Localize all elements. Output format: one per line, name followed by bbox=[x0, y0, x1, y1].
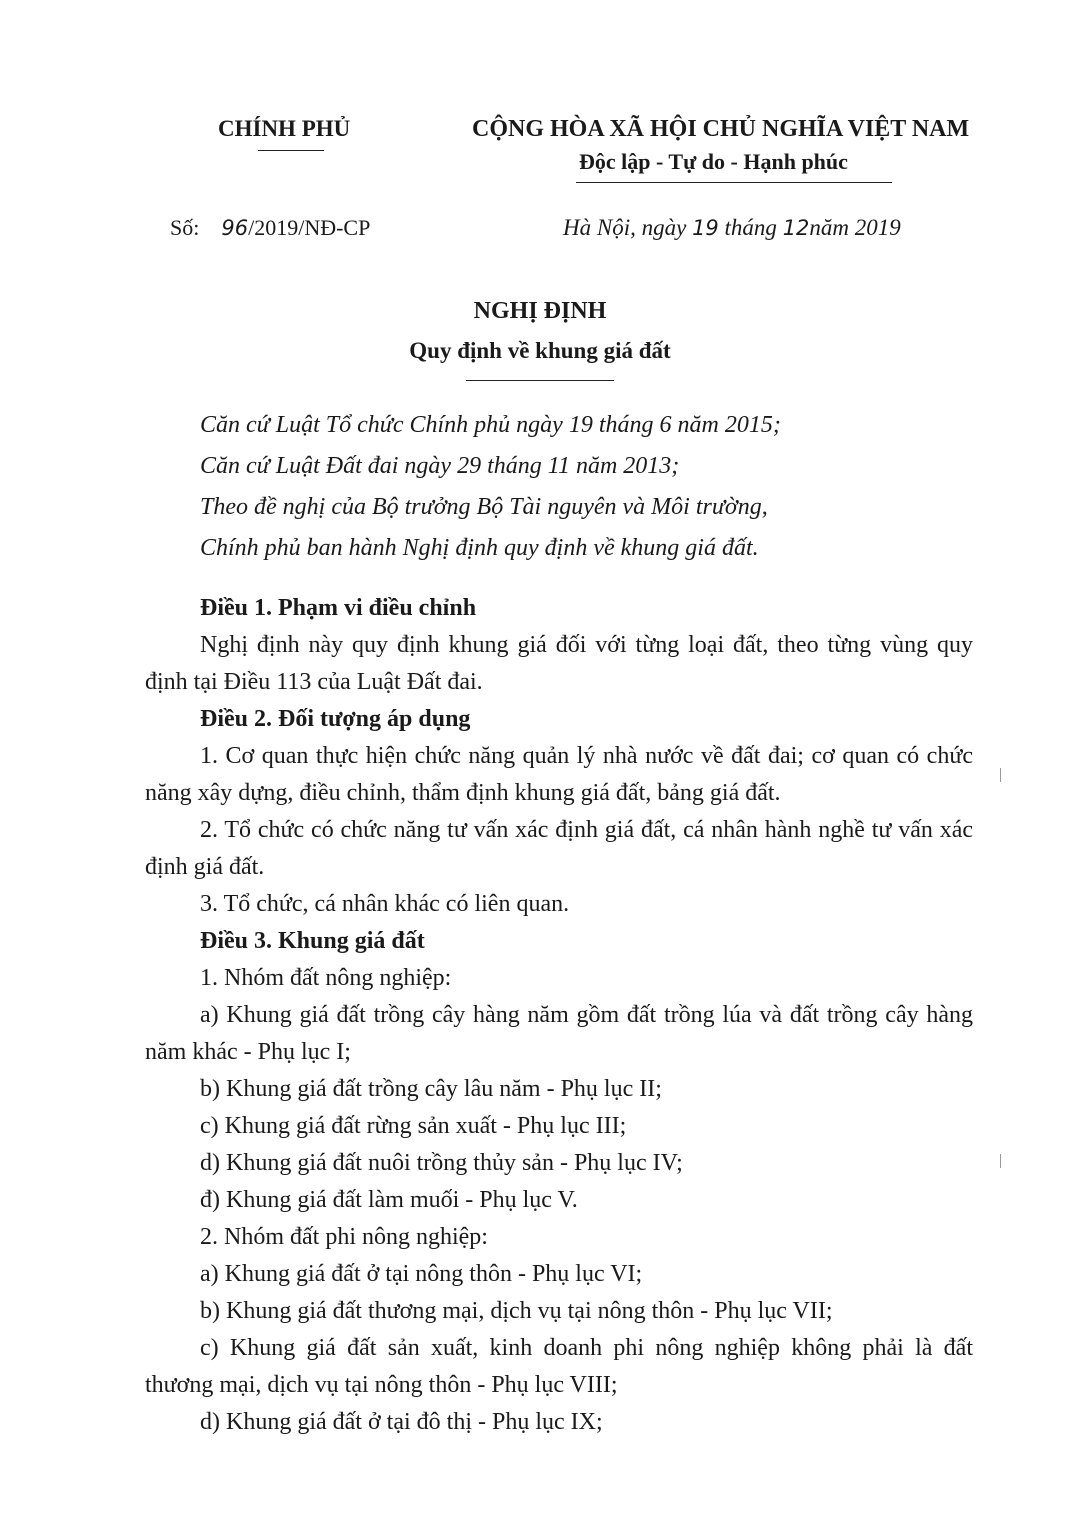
date-day: 19 bbox=[692, 216, 719, 240]
article-paragraph: 2. Nhóm đất phi nông nghiệp: bbox=[200, 1224, 488, 1250]
national-motto: Độc lập - Tự do - Hạnh phúc bbox=[579, 149, 848, 174]
number-label: Số: bbox=[170, 215, 200, 240]
article-paragraph: d) Khung giá đất ở tại đô thị - Phụ lục IX; bbox=[200, 1409, 603, 1435]
article-paragraph: b) Khung giá đất thương mại, dịch vụ tại nông thôn - Phụ lục VII; bbox=[200, 1298, 833, 1324]
date-year: năm 2019 bbox=[809, 215, 901, 240]
agency-underline bbox=[258, 150, 324, 151]
document-body bbox=[145, 590, 973, 1441]
number-suffix: /2019/NĐ-CP bbox=[248, 215, 371, 240]
issue-date bbox=[563, 215, 901, 241]
article-paragraph: a) Khung giá đất trồng cây hàng năm gồm đất trồng lúa và đất trồng cây hàng năm khác - Phụ lục I; bbox=[145, 1002, 973, 1065]
article-paragraph: đ) Khung giá đất làm muối - Phụ lục V. bbox=[200, 1187, 578, 1213]
article-paragraph: a) Khung giá đất ở tại nông thôn - Phụ lục VI; bbox=[200, 1261, 643, 1287]
date-month: 12 bbox=[782, 216, 810, 240]
subtitle-underline bbox=[466, 380, 614, 381]
document-subtitle: Quy định về khung giá đất bbox=[409, 338, 671, 363]
document-title: NGHỊ ĐỊNH bbox=[473, 298, 607, 324]
article-paragraph: b) Khung giá đất trồng cây lâu năm - Phụ lục II; bbox=[200, 1076, 662, 1102]
preamble-line: Theo đề nghị của Bộ trưởng Bộ Tài nguyên và Môi trường, bbox=[200, 494, 768, 520]
article-title: Điều 1. Phạm vi điều chỉnh bbox=[200, 595, 477, 621]
country-name: CỘNG HÒA XÃ HỘI CHỦ NGHĨA VIỆT NAM bbox=[472, 116, 970, 142]
article-paragraph: 2. Tổ chức có chức năng tư vấn xác định giá đất, cá nhân hành nghề tư vấn xác định giá đất. bbox=[145, 817, 973, 880]
date-month-label: tháng bbox=[724, 215, 777, 240]
article-paragraph: c) Khung giá đất sản xuất, kinh doanh phi nông nghiệp không phải là đất thương mại, dịch vụ tại nông thôn - Phụ lục VIII; bbox=[145, 1335, 973, 1398]
article-paragraph: Nghị định này quy định khung giá đối với từng loại đất, theo từng vùng quy định tại Điều 113 của Luật Đất đai. bbox=[145, 632, 973, 695]
article-title: Điều 2. Đối tượng áp dụng bbox=[200, 706, 471, 732]
article-paragraph: 1. Nhóm đất nông nghiệp: bbox=[200, 965, 452, 991]
agency-name: CHÍNH PHỦ bbox=[218, 116, 351, 141]
motto-underline bbox=[576, 182, 892, 183]
article-paragraph: 3. Tổ chức, cá nhân khác có liên quan. bbox=[200, 891, 570, 917]
decree-number bbox=[170, 215, 370, 241]
article-paragraph: 1. Cơ quan thực hiện chức năng quản lý nhà nước về đất đai; cơ quan có chức năng xây dựng, điều chỉnh, thẩm định khung giá đất, bảng giá đất. bbox=[145, 743, 973, 806]
preamble-line: Căn cứ Luật Đất đai ngày 29 tháng 11 năm 2013; bbox=[200, 453, 680, 479]
scan-mark bbox=[1000, 768, 1001, 782]
number-handwritten: 96 bbox=[221, 216, 249, 240]
article-title: Điều 3. Khung giá đất bbox=[200, 928, 425, 954]
date-prefix: Hà Nội, ngày bbox=[563, 215, 687, 240]
preamble-line: Chính phủ ban hành Nghị định quy định về khung giá đất. bbox=[200, 535, 759, 561]
article-paragraph: d) Khung giá đất nuôi trồng thủy sản - Phụ lục IV; bbox=[200, 1150, 683, 1176]
article-paragraph: c) Khung giá đất rừng sản xuất - Phụ lục III; bbox=[200, 1113, 627, 1139]
preamble-line: Căn cứ Luật Tổ chức Chính phủ ngày 19 tháng 6 năm 2015; bbox=[200, 412, 781, 438]
scan-mark bbox=[1000, 1154, 1001, 1168]
